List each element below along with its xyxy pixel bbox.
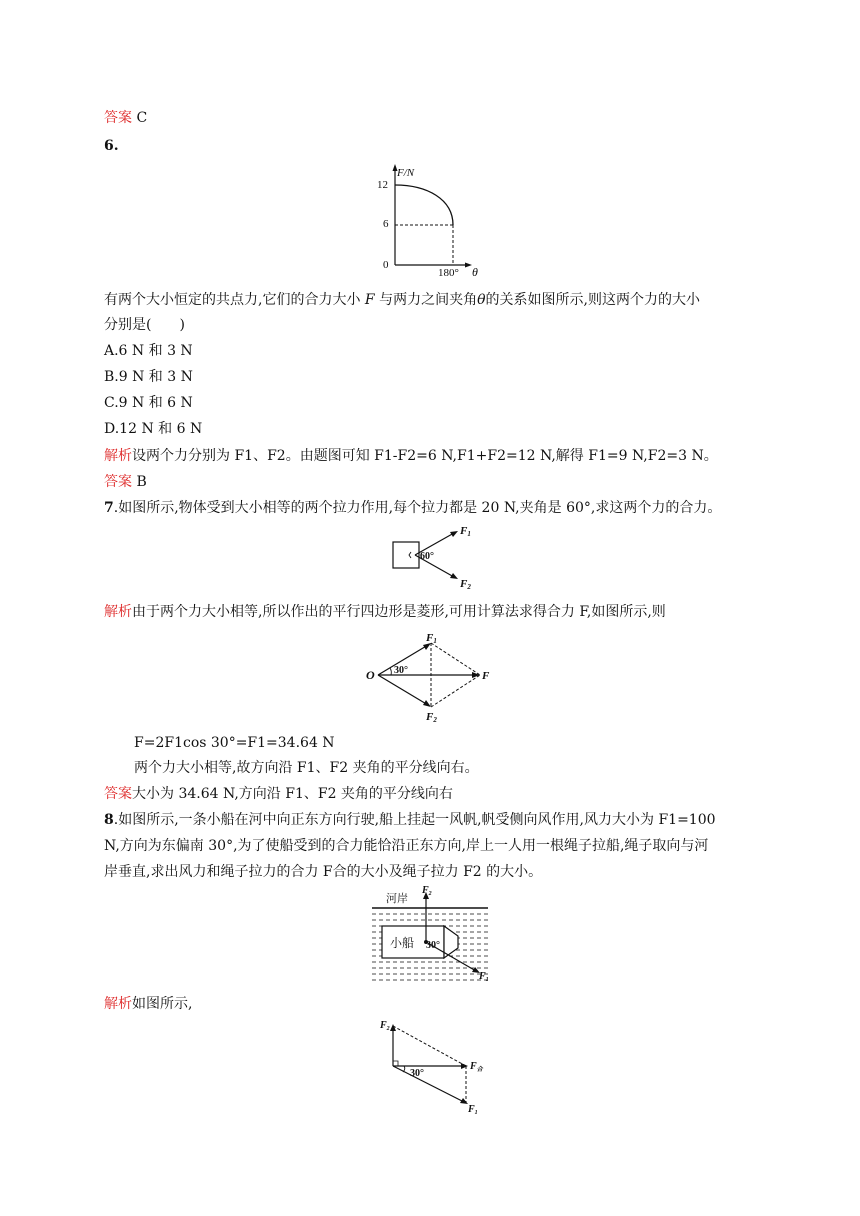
f1-label: $F_1$ [468, 1104, 478, 1114]
bank-label: 河岸 [386, 893, 408, 905]
q7-stem: 7.如图所示,物体受到大小相等的两个拉力作用,每个拉力都是 20 N,夹角是 60°,求这两个力的合力。 [104, 500, 722, 516]
angle-label: 30° [410, 1068, 424, 1079]
fhe-label: $F_合$ [470, 1061, 483, 1073]
angle-label: 30° [394, 665, 408, 676]
of2-head [423, 700, 431, 707]
angle-label: 60° [420, 551, 434, 562]
q8-analysis: 解析如图所示, [104, 996, 193, 1012]
of2-line [378, 675, 428, 705]
q6-option-d: D.12 N 和 6 N [104, 421, 203, 437]
q7-figure [390, 522, 480, 594]
o-label: O [366, 668, 375, 682]
of-head [472, 672, 480, 678]
question-6-number: 6. [104, 138, 119, 154]
q6-answer: 答案 B [104, 474, 147, 490]
q7-rhombus-figure [366, 632, 496, 722]
fhe-head [461, 1063, 468, 1069]
q6-option-c: C.9 N 和 6 N [104, 395, 193, 411]
q6-chart [368, 160, 488, 280]
f2-arrowhead [450, 573, 458, 579]
f1-head [460, 1098, 468, 1104]
angle-mark [409, 552, 411, 558]
q7-formula: F=2F1cos 30°=F1=34.64 N [134, 735, 335, 751]
data-curve [395, 185, 453, 225]
q6-analysis: 解析设两个力分别为 F1、F2。由题图可知 F1-F2=6 N,F1+F2=12 N,解得 F1=9 N,F2=3 N。 [104, 448, 718, 464]
origin-label: 0 [383, 259, 389, 271]
dash-f1f [431, 643, 480, 675]
q7-answer: 答案大小为 34.64 N,方向沿 F1、F2 夹角的平分线向右 [104, 786, 453, 802]
f1-label: $F_1$ [479, 971, 489, 983]
f1-label: F1 [460, 525, 471, 538]
f-label: F [482, 670, 490, 682]
x-axis-label: θ [472, 265, 478, 279]
x-tick-180: 180° [438, 267, 459, 279]
f1-arrowhead [450, 531, 458, 537]
q6-stem-line2: 分别是( ) [104, 317, 185, 333]
dash-f2-fhe [393, 1026, 466, 1066]
of1-head [423, 643, 431, 650]
f1-label: F1 [426, 632, 437, 645]
right-angle-mark [393, 1061, 398, 1066]
q6-stem-line1: 有两个大小恒定的共点力,它们的合力大小 F 与两力之间夹角θ的关系如图所示,则这两个力的大小 [104, 292, 700, 308]
y-axis-label: F/N [397, 167, 415, 179]
angle-arc [403, 1066, 405, 1072]
y-tick-6: 6 [383, 218, 389, 230]
boat-label: 小船 [390, 936, 415, 950]
f2-label: $F_2$ [422, 885, 432, 897]
answer-label: 答案 [104, 110, 132, 126]
q8-solution-figure [372, 1014, 492, 1114]
q6-option-a: A.6 N 和 3 N [104, 343, 193, 359]
y-tick-12: 12 [377, 179, 388, 191]
q6-option-b: B.9 N 和 3 N [104, 369, 193, 385]
f2-label: $F_2$ [380, 1020, 390, 1032]
angle-arc [390, 668, 391, 675]
q8-stem-line2: N,方向为东偏南 30°,为了使船受到的合力能恰沿正东方向,岸上一人用一根绳子拉船,绳子取向与河 [104, 838, 709, 854]
dash-f2f [431, 675, 480, 707]
q8-figure [368, 884, 492, 984]
x-axis-arrow [465, 263, 472, 268]
q7-conclusion: 两个力大小相等,故方向沿 F1、F2 夹角的平分线向右。 [134, 760, 479, 776]
answer-5 [104, 108, 147, 128]
q7-analysis: 解析由于两个力大小相等,所以作出的平行四边形是菱形,可用计算法求得合力 F,如图所示,则 [104, 604, 666, 620]
q8-stem-line1: 8.如图所示,一条小船在河中向正东方向行驶,船上挂起一风帆,帆受侧向风作用,风力大小为 F1=100 [104, 812, 716, 828]
q8-stem-line3: 岸垂直,求出风力和绳子拉力的合力 F合的大小及绳子拉力 F2 的大小。 [104, 864, 543, 880]
answer-value: C [136, 110, 148, 126]
f2-label: F2 [426, 711, 437, 722]
angle-label: 30° [426, 940, 440, 951]
f2-label: F2 [460, 578, 471, 591]
